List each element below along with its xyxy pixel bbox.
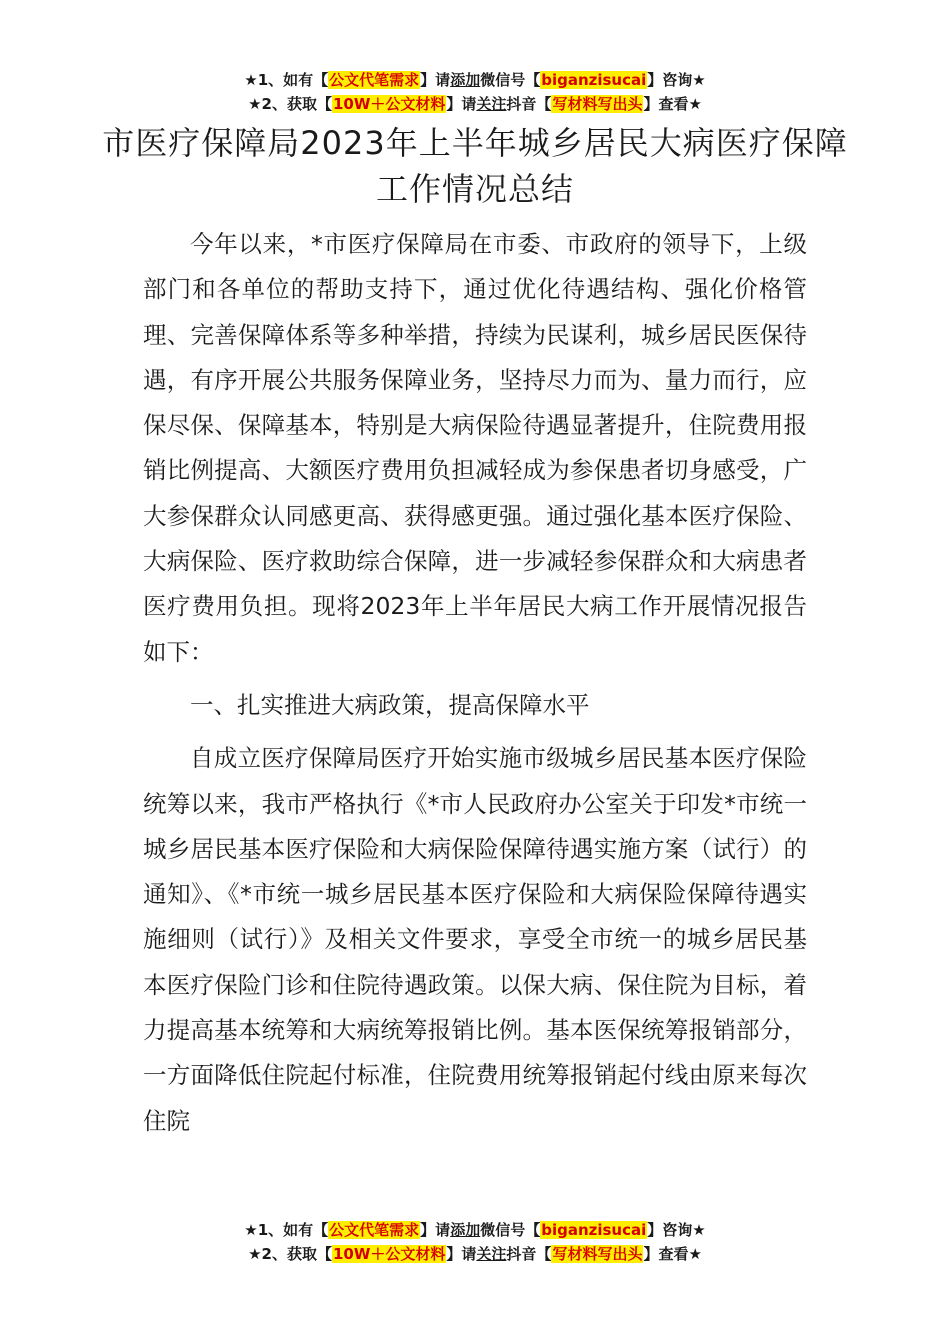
section-paragraph: 自成立医疗保障局医疗开始实施市级城乡居民基本医疗保险统筹以来，我市严格执行《*市人民政府办公室关于印发*市统一城乡居民基本医疗保险和大病保险保障待遇实施方案（试行）的通知》、《*市统一城乡居民基本医疗保险和大病保险保障待遇实施细则（试行）》及相关文件要求，享受全市统一的城乡居民基本医疗保险门诊和住院待遇政策。以保大病、保住院为目标，着力提高基本统筹和大病统筹报销比例。基本医保统筹报销部分，一方面降低住院起付标准，住院费用统筹报销起付线由原来每次住院	[143, 744, 807, 1135]
promo-line-1	[0, 68, 950, 92]
promo-text: 抖音【	[506, 1245, 552, 1263]
promo-underline: 添加	[450, 1221, 481, 1239]
promo-line-2	[0, 1242, 950, 1266]
promo-line-1	[0, 1218, 950, 1242]
promo-text: 】咨询★	[647, 71, 706, 89]
promo-text: 】查看★	[643, 1245, 702, 1263]
promo-highlight: biganzisucai	[541, 71, 647, 89]
document-title: 市医疗保障局2023年上半年城乡居民大病医疗保障工作情况总结	[102, 124, 848, 208]
promo-banner-top	[0, 68, 950, 116]
promo-highlight: 公文代笔需求	[329, 1221, 420, 1239]
promo-text: 】查看★	[643, 95, 702, 113]
promo-text: 】请	[446, 1245, 477, 1263]
promo-text: ★2、获取【	[248, 1245, 332, 1263]
promo-underline: 添加	[450, 71, 481, 89]
intro-paragraph: 今年以来，*市医疗保障局在市委、市政府的领导下，上级部门和各单位的帮助支持下，通过优化待遇结构、强化价格管理、完善保障体系等多种举措，持续为民谋利，城乡居民医保待遇，有序开展公共服务保障业务，坚持尽力而为、量力而行，应保尽保、保障基本，特别是大病保险待遇显著提升，住院费用报销比例提高、大额医疗费用负担减轻成为参保患者切身感受，广大参保群众认同感更高、获得感更强。通过强化基本医疗保险、大病保险、医疗救助综合保障，进一步减轻参保群众和大病患者医疗费用负担。现将2023年上半年居民大病工作开展情况报告如下：	[143, 230, 807, 666]
promo-text: 微信号【	[480, 1221, 541, 1239]
promo-text: 】咨询★	[647, 1221, 706, 1239]
promo-text: ★1、如有【	[244, 71, 329, 89]
document-body	[143, 222, 807, 1152]
promo-text: 】请	[446, 95, 477, 113]
promo-text: ★2、获取【	[248, 95, 332, 113]
promo-highlight: 10W＋公文材料	[332, 1245, 446, 1263]
promo-text: 微信号【	[480, 71, 541, 89]
promo-text: 】请	[420, 1221, 451, 1239]
promo-text: 抖音【	[506, 95, 552, 113]
promo-underline: 关注	[476, 95, 507, 113]
promo-underline: 关注	[476, 1245, 507, 1263]
promo-highlight: 10W＋公文材料	[332, 95, 446, 113]
promo-highlight: biganzisucai	[541, 1221, 647, 1239]
promo-highlight: 写材料写出头	[552, 95, 643, 113]
section-heading-1: 一、扎实推进大病政策，提高保障水平	[190, 690, 590, 719]
promo-text: 】请	[420, 71, 451, 89]
promo-line-2	[0, 92, 950, 116]
promo-banner-bottom	[0, 1218, 950, 1266]
promo-text: ★1、如有【	[244, 1221, 329, 1239]
promo-highlight: 公文代笔需求	[329, 71, 420, 89]
promo-highlight: 写材料写出头	[552, 1245, 643, 1263]
